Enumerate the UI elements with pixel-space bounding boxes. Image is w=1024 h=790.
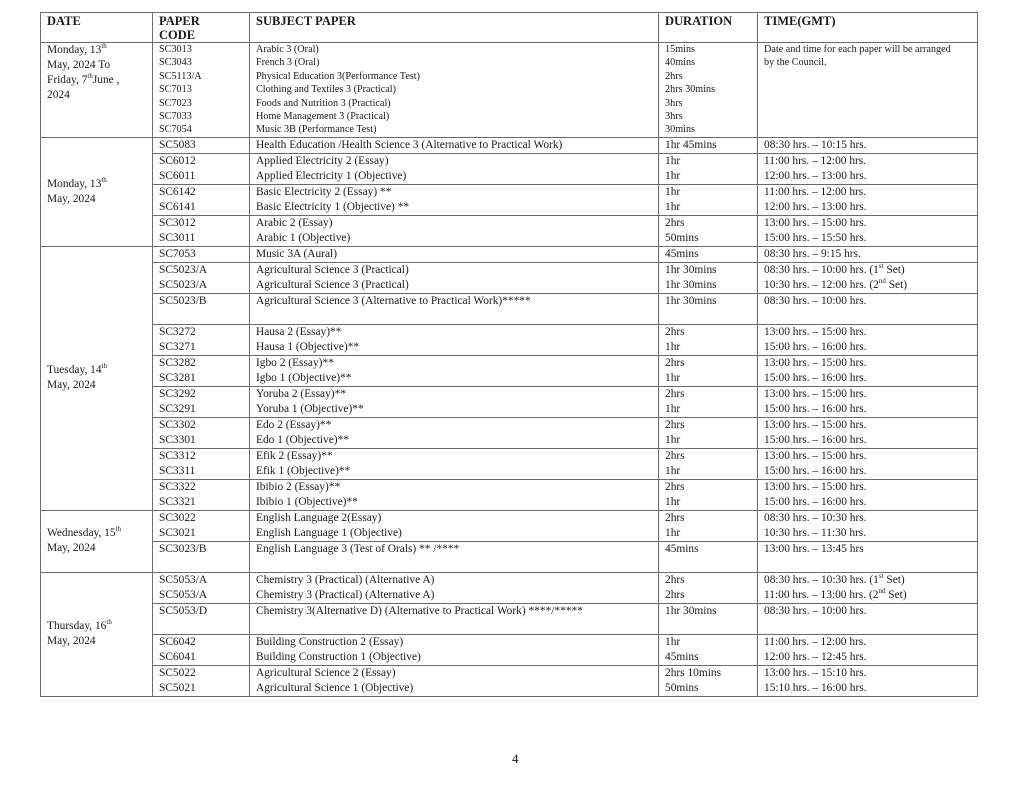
- exam-time: 08:30 hrs. – 10:30 hrs.: [764, 511, 867, 524]
- time-cell: [758, 510, 978, 541]
- subject-cell: [250, 603, 659, 634]
- duration-cell: [659, 665, 758, 696]
- time-cell: [758, 293, 978, 324]
- header-time: TIME(GMT): [758, 13, 978, 43]
- duration-cell: [659, 355, 758, 386]
- subject-paper: Efik 2 (Essay)**: [256, 449, 333, 462]
- timetable-body: [41, 43, 978, 697]
- exam-time: 13:00 hrs. – 15:00 hrs.: [764, 418, 867, 431]
- duration: 1hr: [665, 154, 681, 167]
- duration: 2hrs: [665, 70, 683, 82]
- time-cell: [758, 479, 978, 510]
- subject-cell: [250, 417, 659, 448]
- time-cell: [758, 665, 978, 696]
- paper-code: SC3012: [159, 216, 196, 229]
- duration-cell: [659, 324, 758, 355]
- blank-line: [665, 557, 757, 572]
- subject-paper: Edo 1 (Objective)**: [256, 433, 349, 446]
- exam-date: Wednesday, 15th May, 2024: [47, 525, 122, 555]
- table-row: [41, 215, 978, 246]
- duration: 2hrs 10mins: [665, 666, 722, 679]
- paper-code: SC7033: [159, 110, 192, 122]
- exam-date: Tuesday, 14th May, 2024: [47, 362, 107, 392]
- subject-paper: Basic Electricity 1 (Objective) **: [256, 200, 410, 213]
- table-row: [41, 634, 978, 665]
- paper-code: SC5023/B: [159, 294, 207, 307]
- paper-code-cell: [153, 153, 250, 184]
- paper-code-cell: [153, 479, 250, 510]
- exam-date: Thursday, 16th May, 2024: [47, 618, 112, 648]
- time-cell: [758, 215, 978, 246]
- subject-paper: Arabic 1 (Objective): [256, 231, 351, 244]
- duration-cell: [659, 293, 758, 324]
- paper-code: SC6142: [159, 185, 196, 198]
- subject-cell: [250, 137, 659, 153]
- duration-cell: [659, 386, 758, 417]
- paper-code: SC3321: [159, 495, 196, 508]
- duration: 1hr 45mins: [665, 138, 717, 151]
- exam-time: 13:00 hrs. – 15:00 hrs.: [764, 387, 867, 400]
- paper-code: SC3301: [159, 433, 196, 446]
- duration-cell: [659, 262, 758, 293]
- header-row: [41, 13, 978, 43]
- table-row: [41, 479, 978, 510]
- subject-paper: Edo 2 (Essay)**: [256, 418, 332, 431]
- duration: 50mins: [665, 681, 699, 694]
- date-cell: [41, 246, 153, 510]
- duration: 1hr: [665, 464, 681, 477]
- paper-code: SC3322: [159, 480, 196, 493]
- paper-code-cell: [153, 355, 250, 386]
- exam-time: 13:00 hrs. – 15:00 hrs.: [764, 449, 867, 462]
- subject-paper: English Language 2(Essay): [256, 511, 382, 524]
- table-row: [41, 386, 978, 417]
- duration: 2hrs: [665, 356, 685, 369]
- subject-cell: [250, 215, 659, 246]
- time-cell: [758, 43, 978, 138]
- table-row: [41, 137, 978, 153]
- duration: 1hr: [665, 200, 681, 213]
- subject-paper: Applied Electricity 1 (Objective): [256, 169, 407, 182]
- duration-cell: [659, 43, 758, 138]
- exam-time: 15:10 hrs. – 16:00 hrs.: [764, 681, 867, 694]
- subject-paper: Hausa 1 (Objective)**: [256, 340, 360, 353]
- paper-code: SC5113/A: [159, 70, 202, 82]
- subject-cell: [250, 665, 659, 696]
- subject-paper: Foods and Nutrition 3 (Practical): [256, 97, 391, 109]
- subject-paper: English Language 1 (Objective): [256, 526, 402, 539]
- paper-code-cell: [153, 324, 250, 355]
- subject-cell: [250, 541, 659, 572]
- duration: 3hrs: [665, 97, 683, 109]
- exam-time: 13:00 hrs. – 15:00 hrs.: [764, 216, 867, 229]
- subject-cell: [250, 572, 659, 603]
- header-date: DATE: [41, 13, 153, 43]
- exam-time: 11:00 hrs. – 12:00 hrs.: [764, 154, 867, 167]
- date-cell: [41, 137, 153, 246]
- subject-paper: Chemistry 3 (Practical) (Alternative A): [256, 588, 435, 601]
- time-arrangement-note: Date and time for each paper will be arranged by the Council.: [764, 44, 951, 69]
- subject-cell: [250, 43, 659, 138]
- exam-time: 08:30 hrs. – 9:15 hrs.: [764, 247, 861, 260]
- paper-code: SC5083: [159, 138, 196, 151]
- time-cell: [758, 137, 978, 153]
- subject-paper: Home Management 3 (Practical): [256, 110, 390, 122]
- subject-cell: [250, 153, 659, 184]
- duration-cell: [659, 448, 758, 479]
- duration: 1hr: [665, 526, 681, 539]
- subject-paper: Applied Electricity 2 (Essay): [256, 154, 389, 167]
- subject-paper: Arabic 2 (Essay): [256, 216, 333, 229]
- duration: 2hrs: [665, 325, 685, 338]
- table-row: [41, 262, 978, 293]
- subject-paper: Agricultural Science 3 (Practical): [256, 278, 409, 291]
- table-row: [41, 541, 978, 572]
- subject-paper: Ibibio 2 (Essay)**: [256, 480, 341, 493]
- subject-paper: Agricultural Science 3 (Practical): [256, 263, 409, 276]
- exam-time: 12:00 hrs. – 13:00 hrs.: [764, 200, 867, 213]
- subject-paper: Physical Education 3(Performance Test): [256, 70, 421, 82]
- date-cell: [41, 43, 153, 138]
- blank-line: [665, 619, 757, 634]
- duration: 1hr: [665, 185, 681, 198]
- paper-code: SC5023/A: [159, 263, 208, 276]
- subject-paper: Yoruba 2 (Essay)**: [256, 387, 346, 400]
- table-row: [41, 603, 978, 634]
- paper-code-cell: [153, 262, 250, 293]
- exam-time: 15:00 hrs. – 16:00 hrs.: [764, 495, 867, 508]
- blank-line: [764, 619, 977, 634]
- subject-paper: Clothing and Textiles 3 (Practical): [256, 84, 396, 96]
- duration: 45mins: [665, 650, 699, 663]
- paper-code: SC3291: [159, 402, 196, 415]
- subject-paper: Arabic 3 (Oral): [256, 44, 319, 55]
- paper-code-cell: [153, 634, 250, 665]
- paper-code: SC7013: [159, 84, 192, 96]
- paper-code-cell: [153, 665, 250, 696]
- subject-paper: French 3 (Oral): [256, 57, 320, 69]
- duration: 1hr: [665, 371, 681, 384]
- subject-cell: [250, 479, 659, 510]
- subject-paper: Music 3A (Aural): [256, 247, 337, 260]
- duration-cell: [659, 510, 758, 541]
- blank-line: [159, 619, 249, 634]
- duration: 3hrs: [665, 110, 683, 122]
- exam-time: 08:30 hrs. – 10:30 hrs. (1st Set): [764, 571, 905, 586]
- exam-time: 11:00 hrs. – 13:00 hrs. (2nd Set): [764, 586, 907, 601]
- subject-paper: Health Education /Health Science 3 (Alternative to Practical Work): [256, 138, 563, 151]
- duration: 2hrs: [665, 480, 685, 493]
- duration: 30mins: [665, 124, 696, 136]
- exam-time: 13:00 hrs. – 13:45 hrs: [764, 542, 864, 555]
- paper-code-cell: [153, 293, 250, 324]
- duration: 1hr 30mins: [665, 604, 717, 617]
- subject-paper: Efik 1 (Objective)**: [256, 464, 351, 477]
- duration-cell: [659, 184, 758, 215]
- paper-code: SC5053/D: [159, 604, 208, 617]
- subject-cell: [250, 293, 659, 324]
- paper-code: SC6012: [159, 154, 196, 167]
- duration: 2hrs: [665, 418, 685, 431]
- subject-paper: Building Construction 2 (Essay): [256, 635, 404, 648]
- subject-paper: Chemistry 3(Alternative D) (Alternative to Practical Work) ****/*****: [256, 604, 583, 617]
- header-duration: DURATION: [659, 13, 758, 43]
- paper-code: SC3312: [159, 449, 196, 462]
- paper-code: SC5023/A: [159, 278, 208, 291]
- duration: 1hr: [665, 340, 681, 353]
- table-row: [41, 448, 978, 479]
- date-cell: [41, 572, 153, 696]
- paper-code: SC3281: [159, 371, 196, 384]
- duration: 2hrs: [665, 573, 685, 586]
- time-cell: [758, 262, 978, 293]
- time-cell: [758, 634, 978, 665]
- duration-cell: [659, 153, 758, 184]
- duration: 1hr: [665, 635, 681, 648]
- table-row: [41, 417, 978, 448]
- subject-paper: Igbo 1 (Objective)**: [256, 371, 352, 384]
- paper-code: SC3043: [159, 57, 192, 69]
- time-cell: [758, 448, 978, 479]
- duration: 1hr 30mins: [665, 294, 717, 307]
- paper-code: SC3311: [159, 464, 196, 477]
- duration: 1hr 30mins: [665, 278, 717, 291]
- paper-code-cell: [153, 246, 250, 262]
- header-subject-paper: SUBJECT PAPER: [250, 13, 659, 43]
- time-cell: [758, 153, 978, 184]
- paper-code-cell: [153, 386, 250, 417]
- duration: 40mins: [665, 57, 696, 69]
- exam-time: 13:00 hrs. – 15:00 hrs.: [764, 480, 867, 493]
- subject-cell: [250, 634, 659, 665]
- exam-timetable: [40, 12, 978, 697]
- duration: 15mins: [665, 44, 696, 55]
- blank-line: [159, 557, 249, 572]
- blank-line: [665, 309, 757, 324]
- time-cell: [758, 417, 978, 448]
- exam-date: Monday, 13th May, 2024: [47, 175, 107, 205]
- duration: 1hr: [665, 402, 681, 415]
- duration: 2hrs: [665, 511, 685, 524]
- subject-paper: Music 3B (Performance Test): [256, 124, 377, 136]
- duration-cell: [659, 634, 758, 665]
- blank-line: [764, 309, 977, 324]
- exam-time: 08:30 hrs. – 10:00 hrs. (1st Set): [764, 261, 905, 276]
- paper-code: SC7054: [159, 124, 192, 136]
- exam-time: 13:00 hrs. – 15:00 hrs.: [764, 356, 867, 369]
- duration-cell: [659, 137, 758, 153]
- subject-cell: [250, 184, 659, 215]
- subject-paper: Yoruba 1 (Objective)**: [256, 402, 364, 415]
- exam-time: 12:00 hrs. – 13:00 hrs.: [764, 169, 867, 182]
- blank-line: [256, 557, 658, 572]
- duration: 1hr: [665, 169, 681, 182]
- paper-code: SC5053/A: [159, 588, 208, 601]
- header-paper-code: [153, 13, 250, 43]
- exam-time: 10:30 hrs. – 11:30 hrs.: [764, 526, 867, 539]
- exam-time: 15:00 hrs. – 16:00 hrs.: [764, 371, 867, 384]
- duration: 2hrs: [665, 387, 685, 400]
- subject-paper: Hausa 2 (Essay)**: [256, 325, 342, 338]
- subject-paper: Igbo 2 (Essay)**: [256, 356, 334, 369]
- duration: 2hrs: [665, 588, 685, 601]
- table-row: [41, 43, 978, 138]
- time-cell: [758, 541, 978, 572]
- exam-time: 11:00 hrs. – 12:00 hrs.: [764, 185, 867, 198]
- table-row: [41, 153, 978, 184]
- exam-time: 12:00 hrs. – 12:45 hrs.: [764, 650, 867, 663]
- subject-paper: Ibibio 1 (Objective)**: [256, 495, 358, 508]
- subject-paper: Agricultural Science 3 (Alternative to Practical Work)*****: [256, 294, 531, 307]
- duration: 2hrs: [665, 216, 685, 229]
- exam-time: 11:00 hrs. – 12:00 hrs.: [764, 635, 867, 648]
- header-code-line2: CODE: [159, 28, 196, 42]
- exam-time: 13:00 hrs. – 15:10 hrs.: [764, 666, 867, 679]
- exam-time: 15:00 hrs. – 15:50 hrs.: [764, 231, 867, 244]
- paper-code: SC3021: [159, 526, 196, 539]
- paper-code: SC3011: [159, 231, 196, 244]
- exam-time: 15:00 hrs. – 16:00 hrs.: [764, 402, 867, 415]
- duration-cell: [659, 603, 758, 634]
- subject-paper: Basic Electricity 2 (Essay) **: [256, 185, 392, 198]
- paper-code: SC6011: [159, 169, 196, 182]
- table-row: [41, 246, 978, 262]
- paper-code: SC7023: [159, 97, 192, 109]
- subject-paper: English Language 3 (Test of Orals) ** /****: [256, 542, 460, 555]
- paper-code-cell: [153, 215, 250, 246]
- time-cell: [758, 246, 978, 262]
- paper-code: SC3282: [159, 356, 196, 369]
- paper-code-cell: [153, 417, 250, 448]
- subject-cell: [250, 324, 659, 355]
- time-cell: [758, 572, 978, 603]
- duration: 50mins: [665, 231, 699, 244]
- table-row: [41, 572, 978, 603]
- duration: 45mins: [665, 247, 699, 260]
- table-row: [41, 665, 978, 696]
- subject-cell: [250, 386, 659, 417]
- date-cell: [41, 510, 153, 572]
- subject-cell: [250, 355, 659, 386]
- duration-cell: [659, 417, 758, 448]
- page-number: 4: [512, 751, 519, 766]
- exam-time: 08:30 hrs. – 10:15 hrs.: [764, 138, 867, 151]
- table-row: [41, 324, 978, 355]
- paper-code: SC6041: [159, 650, 196, 663]
- exam-time: 08:30 hrs. – 10:00 hrs.: [764, 294, 867, 307]
- paper-code: SC3272: [159, 325, 196, 338]
- exam-time: 08:30 hrs. – 10:00 hrs.: [764, 604, 867, 617]
- blank-line: [256, 619, 658, 634]
- table-row: [41, 355, 978, 386]
- blank-line: [764, 557, 977, 572]
- paper-code: SC6042: [159, 635, 196, 648]
- subject-paper: Chemistry 3 (Practical) (Alternative A): [256, 573, 435, 586]
- duration: 1hr 30mins: [665, 263, 717, 276]
- paper-code-cell: [153, 541, 250, 572]
- duration: 2hrs 30mins: [665, 84, 716, 96]
- table-row: [41, 184, 978, 215]
- paper-code: SC3292: [159, 387, 196, 400]
- time-cell: [758, 355, 978, 386]
- table-row: [41, 510, 978, 541]
- paper-code: SC5022: [159, 666, 196, 679]
- header-code-line1: PAPER: [159, 14, 200, 28]
- date-range-text: Monday, 13th May, 2024 To Friday, 7thJune , 2024: [47, 42, 120, 101]
- exam-time: 15:00 hrs. – 16:00 hrs.: [764, 464, 867, 477]
- subject-paper: Agricultural Science 1 (Objective): [256, 681, 414, 694]
- subject-cell: [250, 262, 659, 293]
- duration-cell: [659, 541, 758, 572]
- paper-code-cell: [153, 510, 250, 541]
- subject-cell: [250, 448, 659, 479]
- duration: 45mins: [665, 542, 699, 555]
- duration-cell: [659, 215, 758, 246]
- exam-time: 15:00 hrs. – 16:00 hrs.: [764, 340, 867, 353]
- exam-time: 13:00 hrs. – 15:00 hrs.: [764, 325, 867, 338]
- paper-code-cell: [153, 184, 250, 215]
- duration: 2hrs: [665, 449, 685, 462]
- paper-code-cell: [153, 448, 250, 479]
- paper-code: SC5021: [159, 681, 196, 694]
- paper-code: SC3022: [159, 511, 196, 524]
- table-row: [41, 293, 978, 324]
- paper-code: SC7053: [159, 247, 196, 260]
- time-cell: [758, 184, 978, 215]
- time-cell: [758, 324, 978, 355]
- paper-code: SC3023/B: [159, 542, 207, 555]
- paper-code: SC3013: [159, 44, 192, 55]
- duration: 1hr: [665, 433, 681, 446]
- time-cell: [758, 603, 978, 634]
- blank-line: [159, 309, 249, 324]
- exam-time: 10:30 hrs. – 12:00 hrs. (2nd Set): [764, 276, 908, 291]
- paper-code: SC3271: [159, 340, 196, 353]
- paper-code: SC3302: [159, 418, 196, 431]
- subject-cell: [250, 246, 659, 262]
- blank-line: [256, 309, 658, 324]
- paper-code-cell: [153, 137, 250, 153]
- paper-code-cell: [153, 572, 250, 603]
- paper-code-cell: [153, 43, 250, 138]
- time-cell: [758, 386, 978, 417]
- subject-paper: Building Construction 1 (Objective): [256, 650, 421, 663]
- paper-code-cell: [153, 603, 250, 634]
- duration-cell: [659, 572, 758, 603]
- paper-code: SC5053/A: [159, 573, 208, 586]
- exam-time: 15:00 hrs. – 16:00 hrs.: [764, 433, 867, 446]
- duration-cell: [659, 479, 758, 510]
- subject-cell: [250, 510, 659, 541]
- subject-paper: Agricultural Science 2 (Essay): [256, 666, 396, 679]
- paper-code: SC6141: [159, 200, 196, 213]
- duration-cell: [659, 246, 758, 262]
- duration: 1hr: [665, 495, 681, 508]
